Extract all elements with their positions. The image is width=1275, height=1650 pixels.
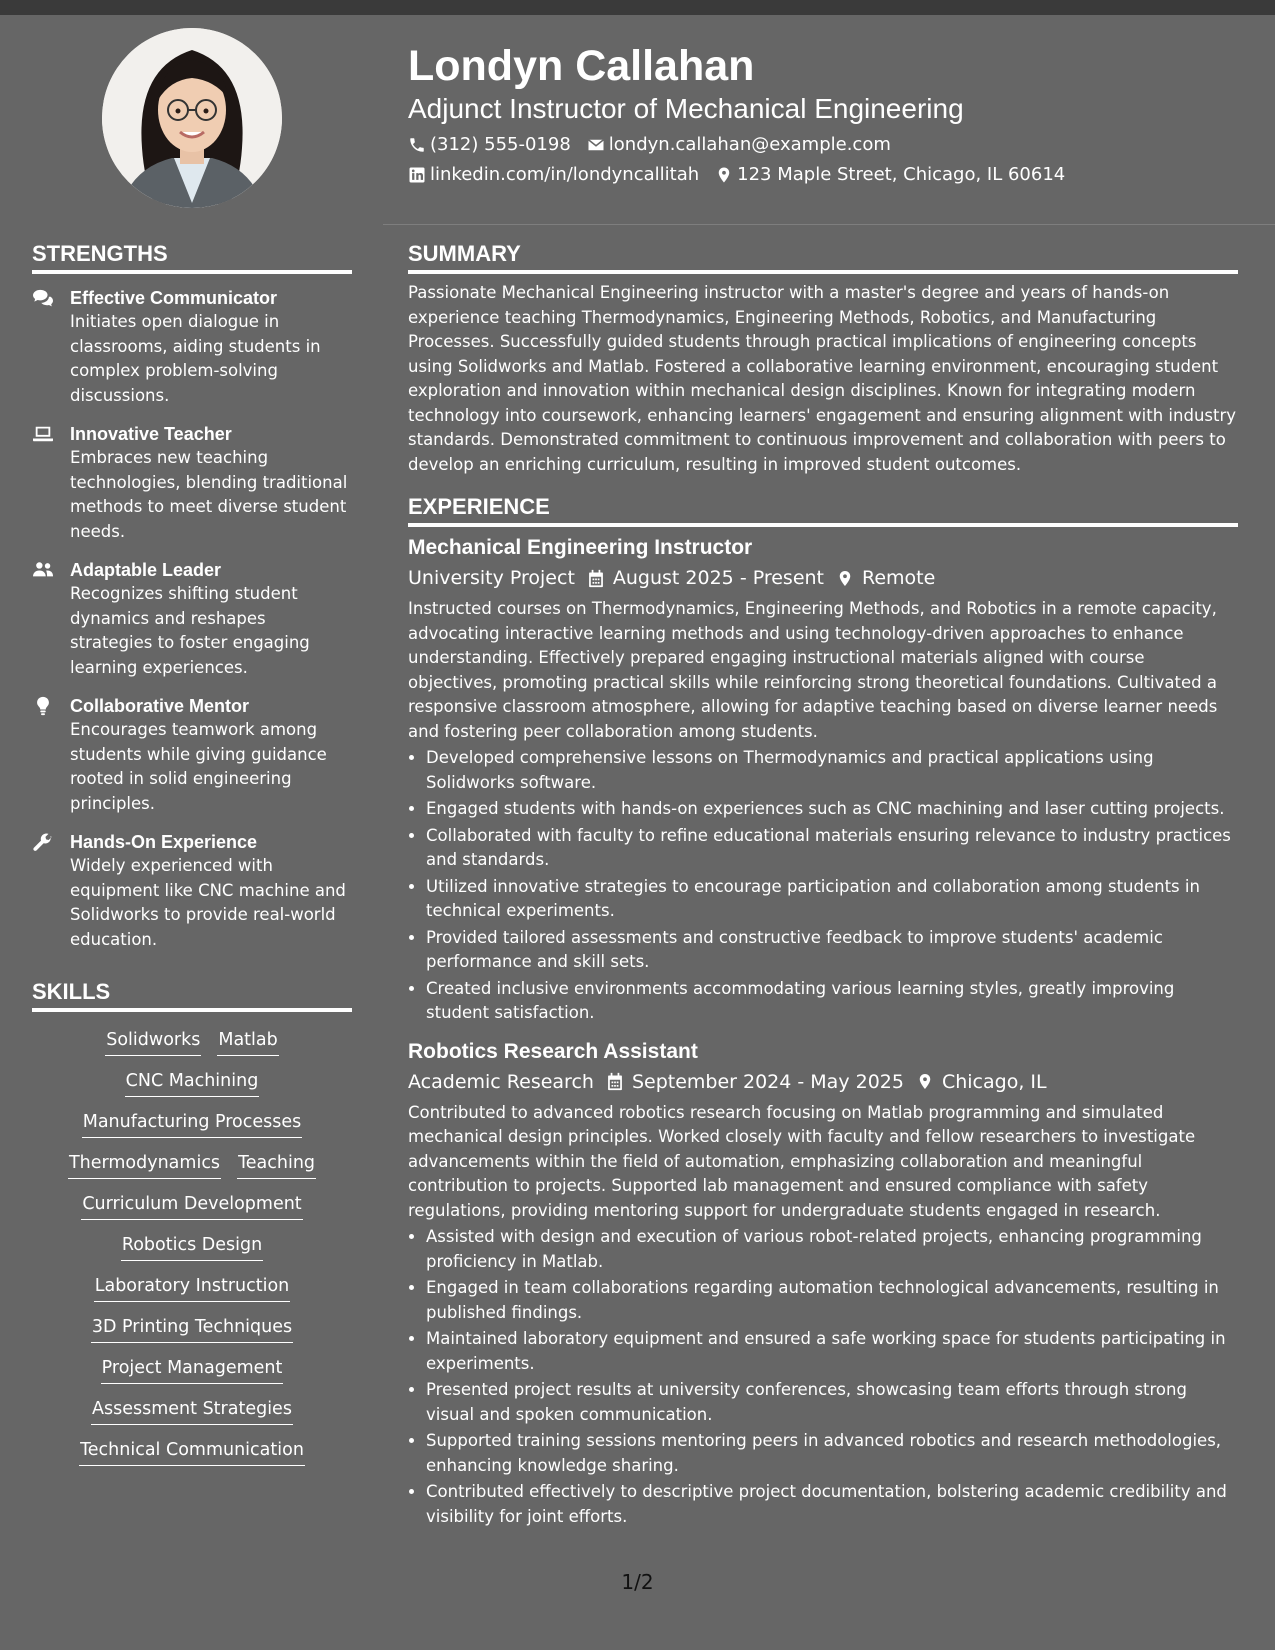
- job-bullets: [408, 1225, 1238, 1529]
- email-text[interactable]: londyn.callahan@example.com: [608, 134, 891, 155]
- strength-title: Adaptable Leader: [70, 560, 222, 580]
- job-entry: [408, 534, 1238, 1026]
- summary-heading: SUMMARY: [408, 240, 1238, 274]
- list-item: • Engaged in team collaborations regarding automation technological advancements, resulting in published findings.: [426, 1276, 1238, 1325]
- list-item: • Assisted with design and execution of various robot-related projects, enhancing programming proficiency in Matlab.: [426, 1225, 1238, 1274]
- skills-heading: SKILLS: [32, 978, 352, 1012]
- skill-tag: CNC Machining: [125, 1069, 260, 1097]
- linkedin-contact: [408, 164, 699, 186]
- map-marker-icon: [836, 569, 854, 588]
- skill-tag: Assessment Strategies: [91, 1397, 293, 1425]
- contact-row-1: [408, 134, 1248, 156]
- strength-title: Collaborative Mentor: [70, 696, 250, 716]
- job-location: Chicago, IL: [941, 1070, 1047, 1093]
- users-icon: [32, 560, 54, 580]
- linkedin-icon: [408, 166, 426, 184]
- strength-description: Initiates open dialogue in classrooms, aiding students in complex problem-solving discussions.: [70, 312, 321, 405]
- contact-row-2: [408, 164, 1248, 186]
- laptop-icon: [32, 424, 54, 444]
- job-organization: Academic Research: [408, 1070, 594, 1093]
- list-item: • Presented project results at university conferences, showcasing team efforts through strong visual and spoken communication.: [426, 1378, 1238, 1427]
- map-marker-icon: [916, 1072, 934, 1091]
- strength-item: [32, 422, 352, 544]
- list-item: • Engaged students with hands-on experiences such as CNC machining and laser cutting projects.: [426, 797, 1238, 822]
- list-item: • Contributed effectively to descriptive project documentation, bolstering academic credibility and visibility for joint efforts.: [426, 1480, 1238, 1529]
- strengths-heading: STRENGTHS: [32, 240, 352, 274]
- skill-tag: Solidworks: [105, 1028, 201, 1056]
- skill-tag: Laboratory Instruction: [94, 1274, 291, 1302]
- map-marker-icon: [715, 166, 733, 184]
- job-dates: September 2024 - May 2025: [631, 1070, 904, 1093]
- list-item: • Created inclusive environments accommodating various learning styles, greatly improving student satisfaction.: [426, 977, 1238, 1026]
- summary-text: Passionate Mechanical Engineering instructor with a master's degree and years of hands-on experience teaching Thermodynamics, Engineering Methods, Robotics, and Manufacturing Processes. Successfully guided students through practical implications of engineering concepts using Solidworks and Matlab. Fostered a collaborative learning environment, encouraging student exploration and innovation within mechanical design disciplines. Known for integrating modern technology into coursework, enhancing learners' engagement and ensuring alignment with industry standards. Demonstrated commitment to continuous improvement and collaboration with peers to develop an enriching curriculum, resulting in improved student outcomes.: [408, 283, 1237, 474]
- strength-description: Recognizes shifting student dynamics and reshapes strategies to foster engaging learning experiences.: [70, 584, 310, 677]
- envelope-icon: [587, 136, 605, 154]
- list-item: • Maintained laboratory equipment and ensured a safe working space for students participating in experiments.: [426, 1327, 1238, 1376]
- skill-tag: Matlab: [217, 1028, 278, 1056]
- list-item: • Supported training sessions mentoring peers in advanced robotics and research methodologies, enhancing knowledge sharing.: [426, 1429, 1238, 1478]
- list-item: • Developed comprehensive lessons on Thermodynamics and practical applications using Solidworks software.: [426, 746, 1238, 795]
- strength-description: Widely experienced with equipment like CNC machine and Solidworks to provide real-world education.: [70, 856, 346, 949]
- email-contact: [587, 134, 891, 156]
- job-entry: [408, 1038, 1238, 1530]
- page-number: 1/2: [621, 1570, 654, 1594]
- strength-title: Effective Communicator: [70, 288, 278, 308]
- phone-contact: [408, 134, 571, 156]
- job-description: Instructed courses on Thermodynamics, Engineering Methods, and Robotics in a remote capacity, advocating interactive learning methods and using technology-driven approaches to enhance understanding. Effectively prepared engaging instructional materials aligned with course objectives, promoting practical skills while reinforcing strong theoretical foundations. Cultivated a responsive classroom atmosphere, allowing for adaptive teaching based on diverse learner needs and fostering peer collaboration among students.: [408, 599, 1218, 741]
- header-divider: [383, 224, 1275, 225]
- skill-tag: Manufacturing Processes: [82, 1110, 303, 1138]
- address-contact: [715, 164, 1065, 186]
- right-column: [408, 240, 1238, 1531]
- list-item: • Provided tailored assessments and constructive feedback to improve students' academic performance and skill sets.: [426, 926, 1238, 975]
- strength-item: [32, 558, 352, 680]
- linkedin-text[interactable]: linkedin.com/in/londyncallitah: [430, 164, 700, 185]
- list-item: • Utilized innovative strategies to encourage participation and collaboration among students in technical experiments.: [426, 875, 1238, 924]
- job-description: Contributed to advanced robotics research focusing on Matlab programming and simulated mechanical design principles. Worked closely with faculty and fellow researchers to investigate advancements within the field of automation, emphasizing collaboration and meaningful contribution to projects. Supported lab management and ensured compliance with safety regulations, providing mentoring support for undergraduate students engaged in research.: [408, 1102, 1196, 1220]
- job-title: Mechanical Engineering Instructor: [408, 536, 753, 559]
- strength-description: Embraces new teaching technologies, blending traditional methods to meet diverse student needs.: [70, 448, 348, 541]
- job-dates: August 2025 - Present: [612, 567, 824, 589]
- skill-tag: Curriculum Development: [81, 1192, 302, 1220]
- lightbulb-icon: [32, 696, 54, 716]
- candidate-title: Adjunct Instructor of Mechanical Engineering: [408, 93, 964, 124]
- strength-title: Innovative Teacher: [70, 424, 232, 444]
- address-text: 123 Maple Street, Chicago, IL 60614: [737, 164, 1066, 185]
- job-meta: [408, 1069, 1238, 1095]
- list-item: • Collaborated with faculty to refine educational materials ensuring relevance to industry practices and standards.: [426, 824, 1238, 873]
- phone-icon: [408, 136, 426, 154]
- skill-tag: 3D Printing Techniques: [91, 1315, 293, 1343]
- skills-section: [32, 978, 352, 1466]
- strength-title: Hands-On Experience: [70, 832, 258, 852]
- wrench-icon: [32, 832, 54, 852]
- top-bar: [0, 0, 1275, 15]
- calendar-icon: [587, 569, 605, 588]
- candidate-name: Londyn Callahan: [408, 42, 755, 90]
- strength-item: [32, 286, 352, 408]
- experience-heading: EXPERIENCE: [408, 493, 1238, 527]
- strength-item: [32, 830, 352, 952]
- job-bullets: [408, 746, 1238, 1026]
- left-column: [32, 240, 352, 1479]
- strength-description: Encourages teamwork among students while giving guidance rooted in solid engineering principles.: [70, 720, 327, 813]
- skill-tag: Thermodynamics: [68, 1151, 221, 1179]
- phone-text[interactable]: (312) 555-0198: [430, 134, 571, 155]
- profile-photo: [102, 28, 282, 208]
- job-organization: University Project: [408, 567, 575, 589]
- skill-tag: Teaching: [237, 1151, 316, 1179]
- job-title: Robotics Research Assistant: [408, 1039, 698, 1063]
- skill-tag: Project Management: [101, 1356, 284, 1384]
- resume-header: [408, 40, 1248, 186]
- strength-item: [32, 694, 352, 816]
- comments-icon: [32, 288, 54, 308]
- job-meta: [408, 565, 1238, 591]
- job-location: Remote: [862, 567, 936, 589]
- skill-tag: Technical Communication: [79, 1438, 305, 1466]
- calendar-icon: [606, 1072, 624, 1091]
- skill-tag: Robotics Design: [121, 1233, 263, 1261]
